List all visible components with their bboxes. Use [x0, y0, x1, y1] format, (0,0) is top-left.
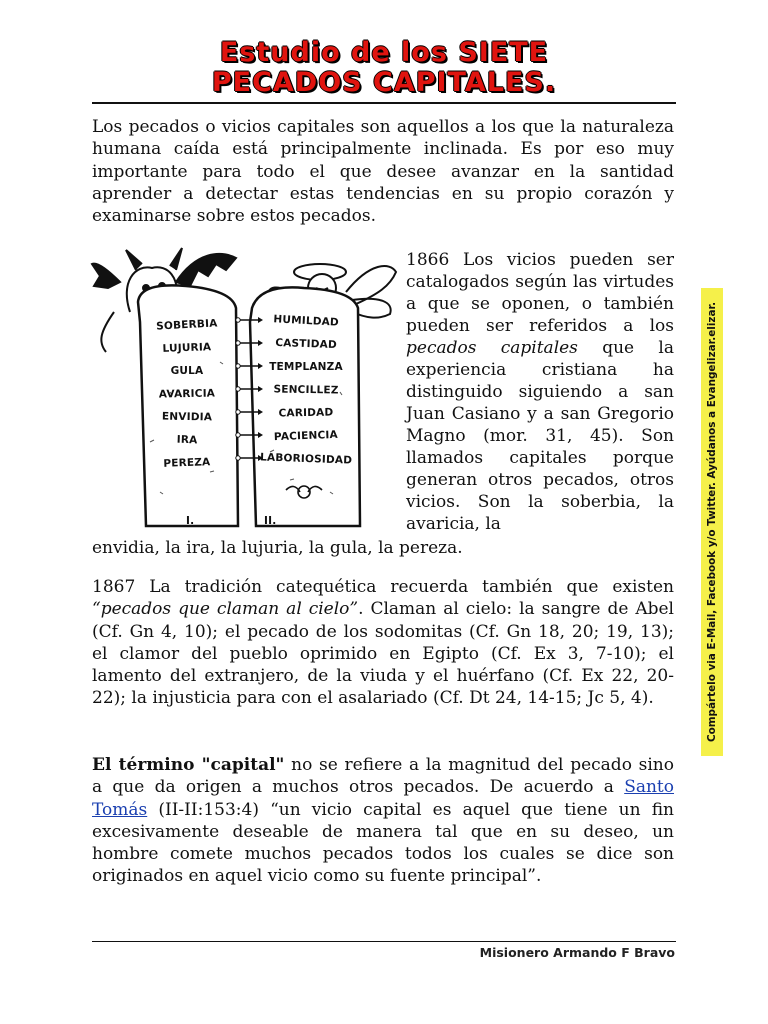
paragraph-1867-italic: “pecados que claman al cielo” [92, 599, 359, 620]
paragraph-capital-part2: (II-II:153:4) “un vicio capital es aquel que tiene un fin excesivamente deseable de manera tal que en su deseo, un hombre comete muchos pecados todos los cuales se dice son originados en aquel vicio como su fuente principal”. [92, 799, 674, 887]
sin-label-pereza: PEREZA [163, 456, 211, 470]
santo-tomas-link[interactable]: Santo Tomás [92, 777, 674, 820]
capital-term-bold: El término "capital" [92, 755, 285, 775]
virtue-label-paciencia: PACIENCIA [273, 428, 339, 444]
footer-author: Misionero Armando F Bravo [479, 945, 675, 960]
share-banner-text: Compártelo via E-Mail, Facebook y/o Twitter. Ayúdanos a Evangelizar.elizar. [706, 301, 718, 743]
intro-paragraph: Los pecados o vicios capitales son aquellos a los que la naturaleza humana caída está principalmente inclinada. Es por eso muy importante para todo el que desee avanzar en la santidad aprender a detectar estas tendencias en su propio corazón y examinarse sobre estos pecados. [92, 117, 674, 227]
paragraph-capital [92, 754, 674, 888]
tablets-illustration [90, 242, 400, 534]
virtue-label-castidad: CASTIDAD [275, 336, 338, 352]
virtue-label-templanza: TEMPLANZA [269, 361, 343, 373]
sin-label-gula: GULA [170, 365, 204, 377]
share-banner [701, 288, 723, 756]
paragraph-1867-part1: 1867 La tradición catequética recuerda también que existen [92, 577, 674, 597]
paragraph-1866-part1: 1866 Los vicios pueden ser catalogados según las virtudes a que se oponen, o también pueden ser referidos a los [406, 250, 674, 336]
sin-label-avaricia: AVARICIA [158, 387, 216, 401]
tablet-mark-2: II. [264, 515, 277, 527]
sin-label-soberbia: SOBERBIA [155, 317, 218, 333]
connector-dot [236, 387, 240, 391]
connector-dot [236, 410, 240, 414]
connector-dot [236, 433, 240, 437]
paragraph-1866 [406, 249, 674, 535]
paragraph-1866-tail: envidia, la ira, la lujuria, la gula, la pereza. [92, 538, 463, 558]
connector-dot [236, 364, 240, 368]
title-line-2: PECADOS CAPITALES. [211, 67, 557, 98]
paragraph-1866-part2: que la experiencia cristiana ha distinguido siguiendo a san Juan Casiano y a san Gregorio Magno (mor. 31, 45). Son llamados capitales porque generan otros pecados, otros vicios. Son la soberbia, la avaricia, la [406, 338, 674, 534]
connector-dot [236, 318, 240, 322]
connector-dot [236, 341, 240, 345]
virtue-label-caridad: CARIDAD [278, 406, 334, 420]
virtue-label-sencillez: SENCILLEZ [273, 383, 339, 397]
footer-divider [92, 941, 676, 942]
virtue-label-humildad: HUMILDAD [273, 313, 340, 329]
tablet-mark-1: I. [186, 515, 195, 527]
paragraph-1866-italic: pecados capitales [406, 338, 578, 358]
paragraph-1867 [92, 576, 674, 710]
paragraph-1867-part2: . Claman al cielo: la sangre de Abel (Cf. Gn 4, 10); el pecado de los sodomitas (Cf. Gn 18, 20; 19, 13); el clamor del pueblo oprimido en Egipto (Cf. Ex 3, 7-10); el lamento del extranjero, de la viuda y el huérfano (Cf. Ex 22, 20-22); la injusticia para con el asalariado (Cf. Dt 24, 14-15; Jc 5, 4). [92, 599, 674, 709]
virtue-label-laboriosidad: LABORIOSIDAD [259, 451, 353, 467]
sin-label-ira: IRA [176, 433, 198, 447]
title-block [92, 38, 676, 104]
paragraph-capital-part1: no se refiere a la magnitud del pecado sino a que da origen a muchos otros pecados. De acuerdo a [92, 755, 674, 798]
sin-label-envidia: ENVIDIA [161, 410, 213, 424]
page-title [92, 38, 676, 98]
connector-dot [236, 456, 240, 460]
title-line-1: Estudio de los SIETE [219, 37, 549, 68]
sin-label-lujuria: LUJURIA [162, 341, 212, 355]
